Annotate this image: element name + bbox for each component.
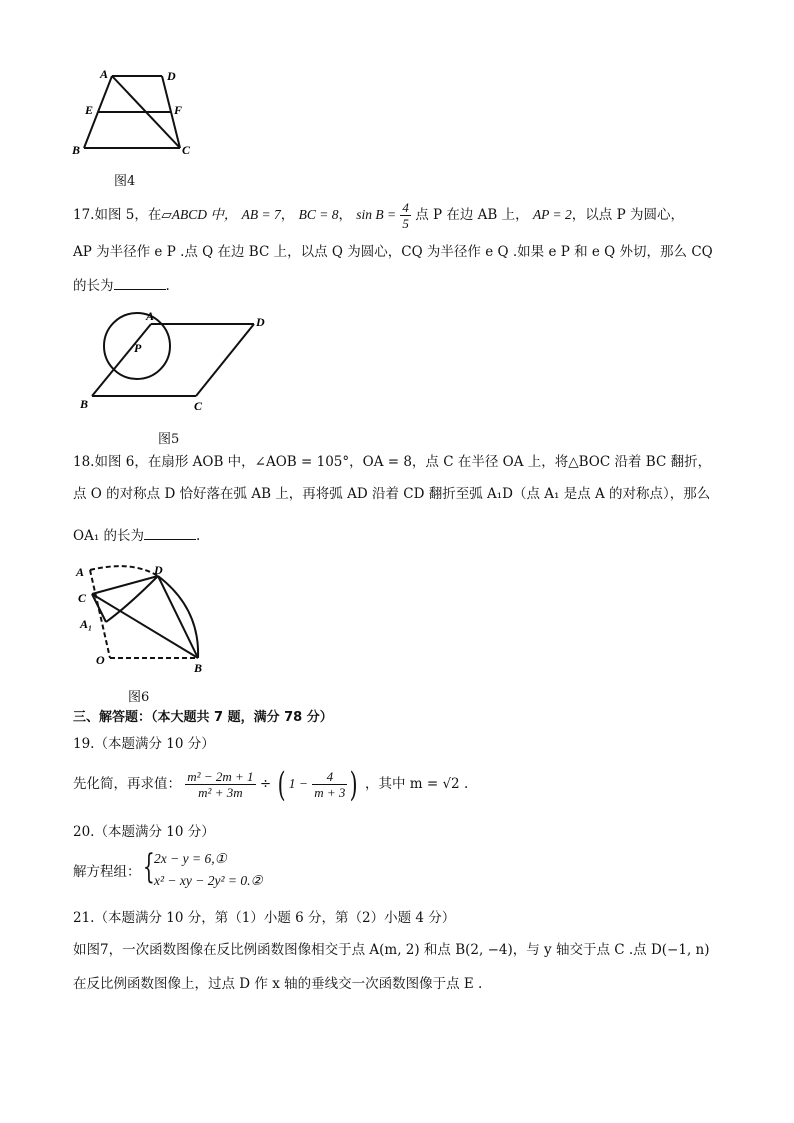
q20-brace: {: [142, 847, 155, 887]
fig4-label-c: C: [182, 143, 191, 157]
fig5-label-c: C: [194, 399, 203, 413]
fig5-label-p: P: [134, 341, 142, 355]
fig5-segment-dc: [196, 324, 254, 396]
figure-5: [76, 308, 276, 418]
fig6-segment-ao-dashed: [90, 570, 110, 658]
fig4-label-e: E: [85, 103, 94, 117]
fig4-label-d: D: [167, 69, 176, 83]
fig5-label-b: B: [80, 397, 89, 411]
q17-line-1: 17.如图 5，在▱ABCD 中， AB = 7， BC = 8， sin B = $\frac{4}{5}$ 点 P 在边 AB 上， AP = 2，以点 P 为圆心，: [73, 200, 684, 231]
q19-expression: 先化简，再求值： $\frac{\text{m² − 2m + 1}}{\text{m² + 3m}}$ ÷ ( 1 − $\frac{4}{m + 3}$ ) ，其中 m = √2 .: [73, 764, 469, 805]
fig6-label-b: B: [194, 661, 203, 675]
q20-title: 20.（本题满分 10 分）: [73, 824, 215, 840]
q17-line-2: AP 为半径作 e P .点 Q 在边 BC 上，以点 Q 为圆心，CQ 为半径作 e Q .如果 e P 和 e Q 外切，那么 CQ: [73, 244, 713, 260]
fig6-arc-ab-dashed: [90, 566, 158, 576]
fig5-label-d: D: [256, 315, 265, 329]
q20-equation-1: 2x − y = 6,①: [154, 851, 227, 866]
fig5-caption: 图5: [158, 432, 180, 447]
q20-equation-2: x² − xy − 2y² = 0.②: [154, 873, 263, 888]
fig4-label-f: F: [174, 103, 183, 117]
fig4-caption: 图4: [114, 174, 136, 189]
fig6-label-a1: A₁: [80, 617, 93, 631]
fig5-label-a: A: [146, 309, 155, 323]
figure-6: [72, 560, 222, 678]
q18-line-2: 点 O 的对称点 D 恰好落在弧 AB 上，再将弧 AD 沿着 CD 翻折至弧 A₁D（点 A₁ 是点 A 的对称点），那么: [73, 486, 711, 502]
q21-line-1: 如图7，一次函数图像在反比例函数图像相交于点 A(m, 2) 和点 B(2, −4)，与 y 轴交于点 C .点 D(−1, n): [73, 942, 710, 958]
fig6-label-a: A: [76, 565, 85, 579]
q18-answer-blank[interactable]: [144, 527, 196, 540]
q17-answer-blank[interactable]: [114, 277, 166, 290]
fig4-label-b: B: [72, 143, 81, 157]
q18-line-1: 18.如图 6，在扇形 AOB 中，∠AOB = 105°，OA = 8，点 C 在半径 OA 上，将△BOC 沿着 BC 翻折，: [73, 454, 712, 470]
fig6-label-c: C: [78, 591, 87, 605]
q20-prefix: 解方程组：: [73, 864, 141, 880]
fig6-caption: 图6: [128, 690, 150, 705]
q17-line-3: 的长为 .: [73, 278, 170, 294]
q17-sin-fraction: $\frac{4}{5}$: [402, 200, 409, 231]
q21-title: 21.（本题满分 10 分，第（1）小题 6 分，第（2）小题 4 分）: [73, 910, 456, 926]
section-3-title: 三、解答题：（本大题共 7 题，满分 78 分）: [73, 710, 333, 725]
q19-fraction-1: $\frac{\text{m² − 2m + 1}}{\text{m² + 3m}}$: [187, 769, 254, 800]
q18-line-3: OA₁ 的长为 .: [73, 528, 201, 544]
q21-line-2: 在反比例函数图像上，过点 D 作 x 轴的垂线交一次函数图像于点 E .: [73, 976, 483, 992]
fig4-label-a: A: [100, 67, 109, 81]
fig5-segment-ab: [92, 324, 151, 396]
fig6-label-o: O: [96, 653, 105, 667]
q19-title: 19.（本题满分 10 分）: [73, 736, 215, 752]
q19-fraction-2: $\frac{4}{m + 3}$: [314, 769, 346, 800]
figure-4: [70, 66, 210, 164]
fig6-label-d: D: [154, 563, 163, 577]
